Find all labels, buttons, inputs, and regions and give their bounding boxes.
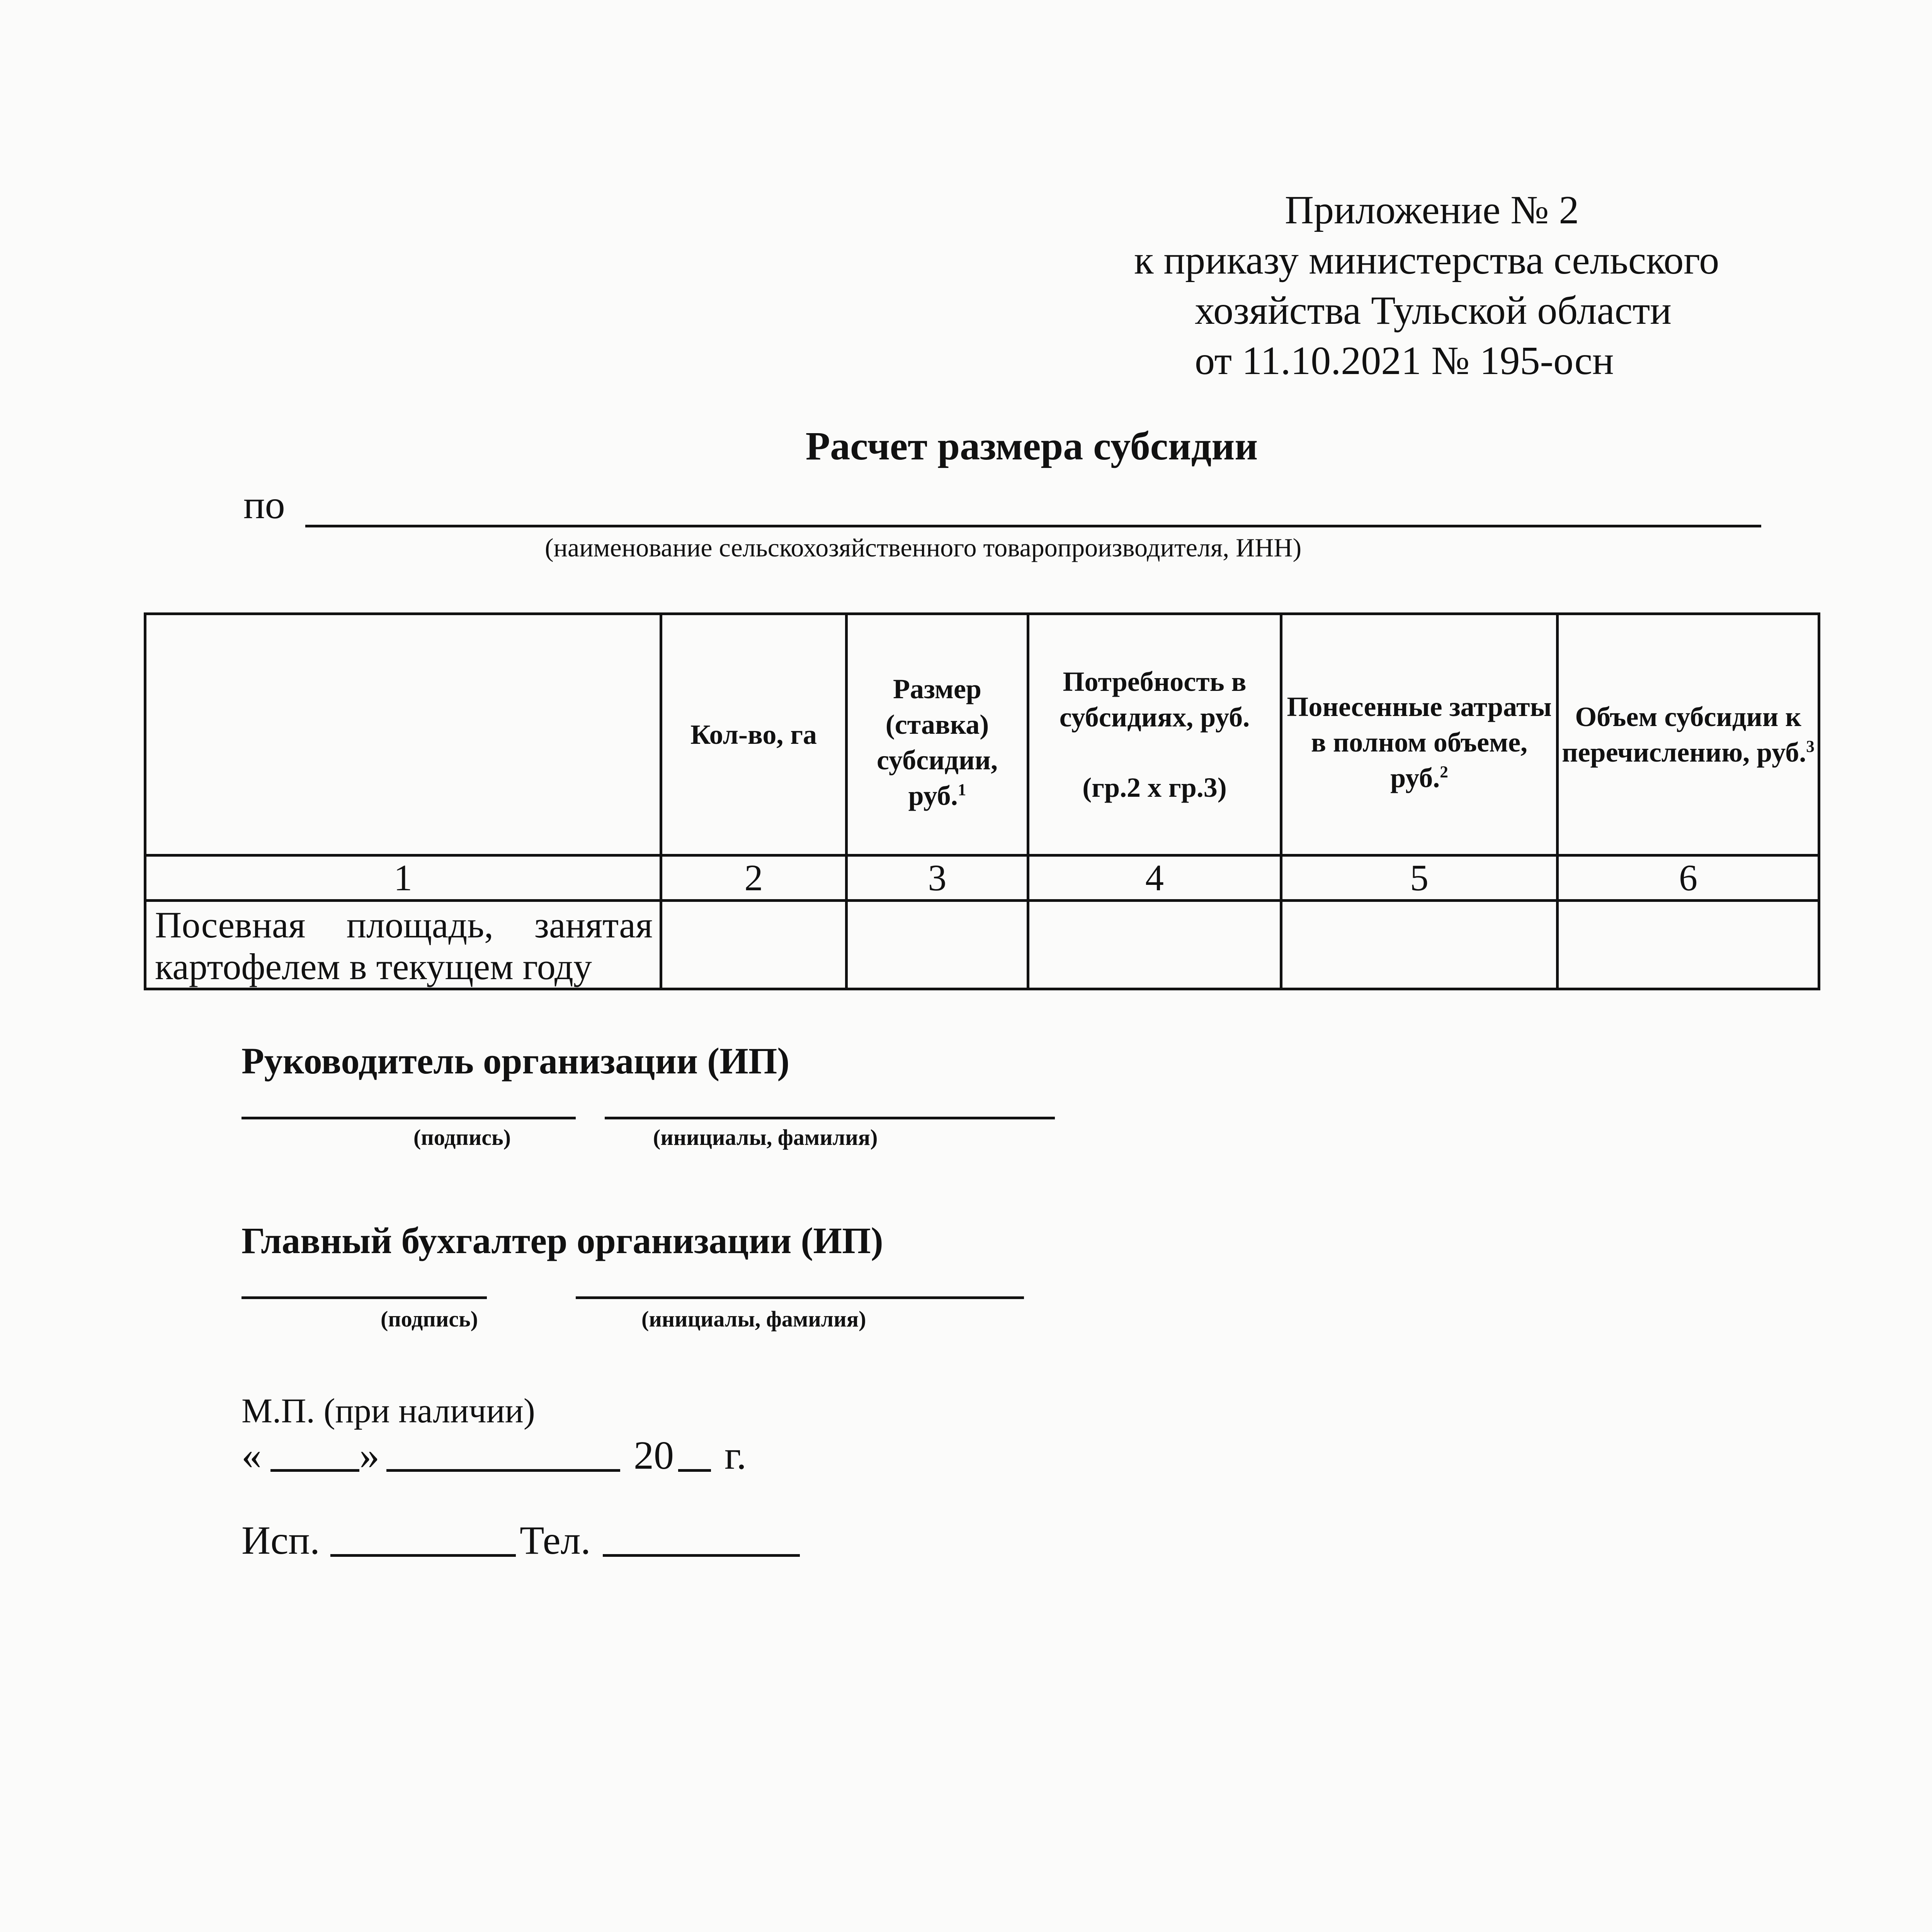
head-signature-hint: (подпись) — [413, 1125, 511, 1150]
rate-value-cell[interactable] — [847, 901, 1028, 989]
producer-name-hint: (наименование сельскохозяйственного товаропроизводителя, ИНН) — [545, 533, 1302, 562]
header-cell-name — [145, 614, 661, 855]
subsidy-calculation-table — [144, 612, 1820, 990]
head-title: Руководитель организации (ИП) — [242, 1040, 790, 1082]
producer-name-field[interactable] — [305, 494, 1761, 527]
column-number-row — [145, 855, 1819, 901]
page-title: Расчет размера субсидии — [805, 424, 1258, 468]
appendix-number: Приложение № 2 — [1285, 188, 1579, 232]
table-header-row — [145, 614, 1819, 855]
accountant-name-field[interactable] — [576, 1269, 1024, 1299]
date-quote-close: » — [359, 1433, 379, 1478]
header-cell-costs: Понесенные затраты в полном объеме, руб.$^2$ — [1281, 614, 1558, 855]
stamp-label: М.П. (при наличии) — [242, 1392, 535, 1430]
volume-value-cell[interactable] — [1558, 901, 1819, 989]
date-quote-open: « — [242, 1433, 262, 1478]
date-year-field[interactable] — [678, 1434, 711, 1472]
area-value-cell[interactable] — [661, 901, 847, 989]
phone-field[interactable] — [603, 1519, 800, 1557]
table-row — [145, 901, 1819, 989]
row-label-line2: картофелем в текущем году — [155, 946, 592, 987]
head-name-hint: (инициалы, фамилия) — [653, 1125, 878, 1150]
header-cell-volume: Объем субсидии к перечислению, руб.$^3$ — [1558, 614, 1819, 855]
executor-field[interactable] — [330, 1519, 516, 1557]
order-date-number: от 11.10.2021 № 195-осн — [1195, 338, 1614, 383]
date-day-field[interactable] — [270, 1434, 359, 1472]
date-year-prefix: 20 — [634, 1433, 674, 1478]
accountant-name-hint: (инициалы, фамилия) — [641, 1306, 866, 1332]
column-number: 4 — [1028, 855, 1281, 901]
need-value-cell[interactable] — [1028, 901, 1281, 989]
header-cell-rate: Размер (ставка) субсидии, руб.$^1$ — [847, 614, 1028, 855]
executor-label: Исп. — [242, 1518, 320, 1563]
head-signature-field[interactable] — [242, 1090, 576, 1119]
row-label-line1: Посевная площадь, занятая — [155, 904, 653, 946]
accountant-signature-field[interactable] — [242, 1269, 487, 1299]
order-reference-line1: к приказу министерства сельского — [1134, 238, 1719, 282]
order-reference-line2: хозяйства Тульской области — [1195, 288, 1672, 333]
po-label: по — [243, 483, 285, 527]
column-number: 5 — [1281, 855, 1558, 901]
head-name-field[interactable] — [605, 1090, 1055, 1119]
column-number: 1 — [145, 855, 661, 901]
row-label-cell — [145, 901, 661, 989]
date-year-suffix: г. — [724, 1433, 747, 1478]
column-number: 2 — [661, 855, 847, 901]
column-number: 6 — [1558, 855, 1819, 901]
phone-label: Тел. — [520, 1518, 591, 1563]
date-month-field[interactable] — [386, 1434, 620, 1472]
header-cell-area: Кол-во, га — [661, 614, 847, 855]
costs-value-cell[interactable] — [1281, 901, 1558, 989]
header-cell-need: Потребность в субсидиях, руб. (гр.2 х гр.3) — [1028, 614, 1281, 855]
accountant-title: Главный бухгалтер организации (ИП) — [242, 1220, 883, 1261]
column-number: 3 — [847, 855, 1028, 901]
accountant-signature-hint: (подпись) — [381, 1306, 478, 1332]
